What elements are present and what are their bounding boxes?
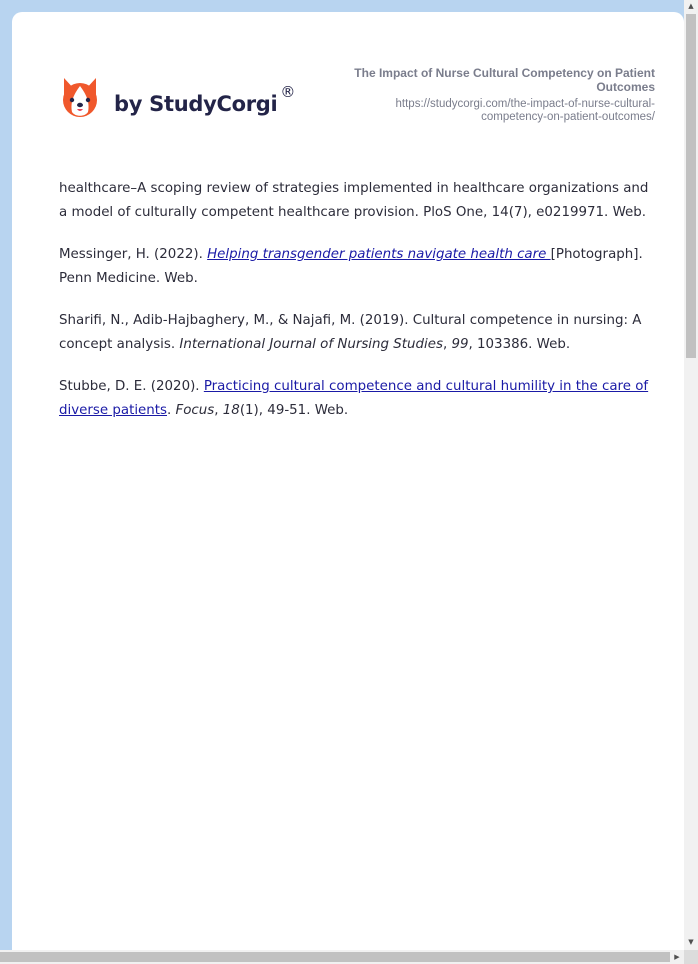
reference-separator: , (442, 337, 452, 352)
reference-author: Stubbe, D. E. (2020). (59, 379, 204, 394)
horizontal-scroll-thumb[interactable] (0, 952, 670, 962)
reference-list (59, 177, 655, 441)
reference-volume: 18 (222, 403, 240, 418)
brand-label: by StudyCorgi (114, 92, 278, 116)
reference-separator: . (167, 403, 176, 418)
reference-link[interactable]: Practicing cultural competence and cultural humility in the care of diverse patients (59, 379, 649, 418)
reference-source: [Photograph]. Penn Medicine. Web. (59, 247, 643, 286)
reference-separator: , (214, 403, 223, 418)
reference-author: Messinger, H. (2022). (59, 247, 208, 262)
document-url: https://studycorgi.com/the-impact-of-nurse-cultural-competency-on-patient-outcomes/ (395, 98, 655, 123)
reference-text: healthcare–A scoping review of strategies implemented in healthcare organizations and a model of culturally competent healthcare provision. PloS One, 14(7), e0219971. Web. (59, 181, 649, 220)
reference-source: , 103386. Web. (468, 337, 571, 352)
scrollbar-corner (684, 950, 698, 964)
reference-journal: Focus (175, 403, 215, 418)
reference-link[interactable]: Helping transgender patients navigate health care (207, 247, 551, 262)
registered-mark: ® (280, 83, 296, 101)
reference-volume: 99 (451, 337, 469, 352)
scroll-right-icon[interactable]: ▶ (674, 953, 680, 961)
document-title: The Impact of Nurse Cultural Competency on Patient Outcomes (354, 66, 655, 94)
vertical-scroll-thumb[interactable] (686, 14, 696, 358)
reference-item (59, 375, 655, 423)
document-page (12, 12, 684, 952)
reference-source: (1), 49-51. Web. (239, 403, 349, 418)
brand-name (114, 83, 296, 116)
corgi-icon (60, 76, 100, 120)
scroll-down-icon[interactable]: ▼ (688, 938, 694, 946)
reference-item (59, 309, 655, 357)
reference-item (59, 177, 655, 225)
reference-author: Sharifi, N., Adib-Hajbaghery, M., & Najafi, M. (2019). Cultural competence in nursing: A concept analysis. (59, 313, 642, 352)
document-header (325, 66, 655, 124)
studycorgi-logo[interactable] (60, 76, 295, 120)
reference-item (59, 243, 655, 291)
scroll-up-icon[interactable]: ▲ (688, 2, 694, 10)
reference-journal: International Journal of Nursing Studies (179, 337, 443, 352)
